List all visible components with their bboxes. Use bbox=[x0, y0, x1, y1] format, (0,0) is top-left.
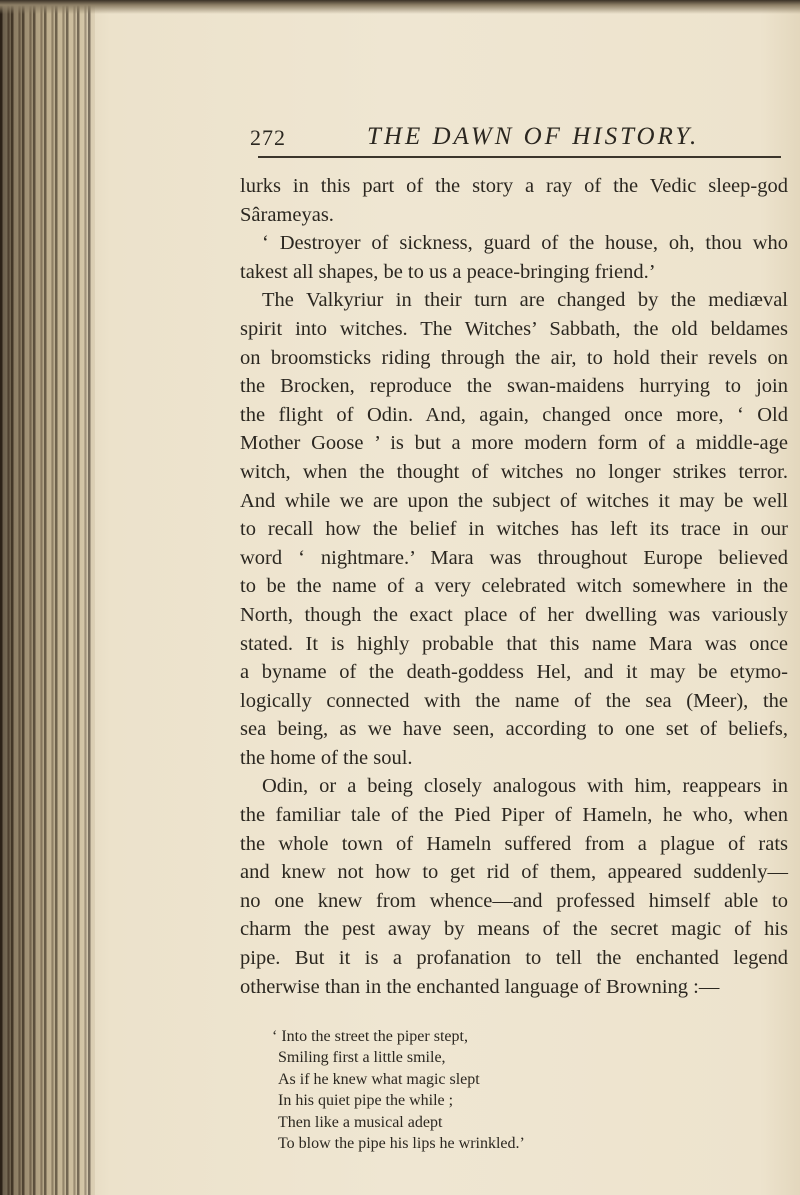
text-line: sea being, as we have seen, according to one set of beliefs, bbox=[240, 718, 788, 741]
page-header bbox=[250, 100, 790, 160]
poem-line: In his quiet pipe the while ; bbox=[278, 1092, 454, 1110]
text-line: takest all shapes, be to us a peace-bringing friend.’ bbox=[240, 260, 656, 283]
text-line: ‘ Destroyer of sickness, guard of the house, oh, thou who bbox=[262, 232, 788, 255]
text-line: word ‘ nightmare.’ Mara was throughout Europe believed bbox=[240, 546, 788, 569]
text-line: And while we are upon the subject of witches it may be well bbox=[240, 489, 788, 512]
text-line: the flight of Odin. And, again, changed once more, ‘ Old bbox=[240, 403, 788, 426]
page-number: 272 bbox=[250, 125, 286, 150]
text-line: the whole town of Hameln suffered from a plague of rats bbox=[240, 832, 788, 855]
text-line: spirit into witches. The Witches’ Sabbath, the old beldames bbox=[240, 317, 788, 340]
text-line: witch, when the thought of witches no longer strikes terror. bbox=[240, 460, 788, 483]
text-line: and knew not how to get rid of them, appeared suddenly— bbox=[240, 861, 788, 884]
text-line: pipe. But it is a profanation to tell the enchanted legend bbox=[240, 947, 788, 970]
text-line: Mother Goose ’ is but a more modern form of a middle-age bbox=[240, 432, 788, 455]
text-line: the familiar tale of the Pied Piper of Hameln, he who, when bbox=[240, 804, 788, 827]
text-line: The Valkyriur in their turn are changed by the mediæval bbox=[262, 289, 788, 312]
text-line: logically connected with the name of the sea (Meer), the bbox=[240, 689, 788, 712]
text-line: Sârameyas. bbox=[240, 203, 334, 226]
text-line: the home of the soul. bbox=[240, 746, 413, 769]
header-rule bbox=[258, 156, 781, 158]
text-line: to recall how the belief in witches has left its trace in our bbox=[240, 518, 788, 541]
text-line: no one knew from whence—and professed himself able to bbox=[240, 889, 788, 912]
poem-quote bbox=[272, 1026, 752, 1154]
text-line: North, though the exact place of her dwelling was variously bbox=[240, 603, 788, 626]
body-text bbox=[240, 172, 788, 1001]
text-line: the Brocken, reproduce the swan-maidens hurrying to join bbox=[240, 375, 788, 398]
text-line: on broomsticks riding through the air, to hold their revels on bbox=[240, 346, 788, 369]
poem-line: To blow the pipe his lips he wrinkled.’ bbox=[278, 1135, 525, 1153]
book-binding-edge bbox=[0, 0, 95, 1195]
text-line: otherwise than in the enchanted language of Browning :— bbox=[240, 975, 720, 998]
text-line: a byname of the death-goddess Hel, and it may be etymo- bbox=[240, 661, 788, 684]
text-line: lurks in this part of the story a ray of the Vedic sleep-god bbox=[240, 175, 788, 197]
running-title: THE DAWN OF HISTORY. bbox=[367, 123, 700, 150]
poem-line: Then like a musical adept bbox=[278, 1113, 443, 1131]
text-line: Odin, or a being closely analogous with him, reappears in bbox=[262, 775, 788, 798]
poem-line: Smiling first a little smile, bbox=[278, 1049, 446, 1067]
text-line: stated. It is highly probable that this name Mara was once bbox=[240, 632, 788, 655]
poem-line: As if he knew what magic slept bbox=[278, 1070, 480, 1088]
text-line: to be the name of a very celebrated witch somewhere in the bbox=[240, 575, 788, 598]
poem-line: ‘ Into the street the piper stept, bbox=[272, 1028, 468, 1045]
page-top-edge bbox=[0, 0, 800, 14]
text-line: charm the pest away by means of the secret magic of his bbox=[240, 918, 788, 941]
